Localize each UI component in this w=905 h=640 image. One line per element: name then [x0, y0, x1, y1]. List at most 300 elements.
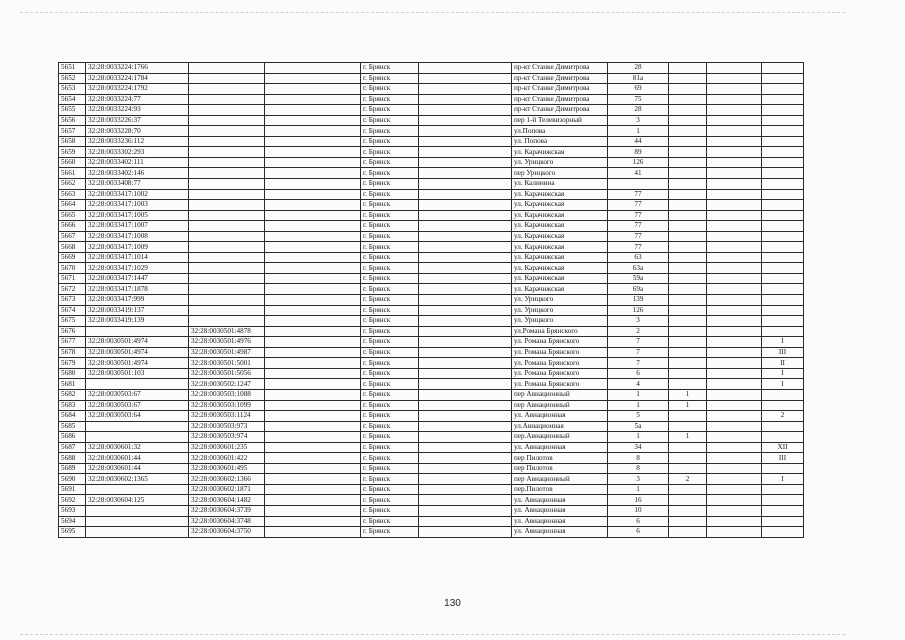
cadastral-parcel-cell: 32:28:0033417:1005 — [86, 210, 189, 221]
locality-cell — [265, 432, 361, 443]
cadastral-parcel-cell — [86, 326, 189, 337]
row-number-cell: 5659 — [59, 147, 86, 158]
cadastral-parcel-cell: 32:28:0033417:1029 — [86, 263, 189, 274]
house-number-cell: 28 — [608, 63, 669, 74]
row-number-cell: 5692 — [59, 495, 86, 506]
row-number-cell: 5652 — [59, 73, 86, 84]
class-cell: I — [762, 379, 804, 390]
district-cell — [419, 242, 512, 253]
house-number-cell: 75 — [608, 94, 669, 105]
city-cell: г. Брянск — [361, 157, 419, 168]
locality-cell — [265, 421, 361, 432]
category-cell — [707, 263, 762, 274]
building-number-cell — [669, 379, 707, 390]
cadastral-parcel-cell: 32:28:0030501:4974 — [86, 358, 189, 369]
cadastral-building-cell — [189, 126, 265, 137]
house-number-cell: 8 — [608, 453, 669, 464]
district-cell — [419, 453, 512, 464]
class-cell — [762, 527, 804, 538]
cadastral-building-cell: 32:28:0030502:1247 — [189, 379, 265, 390]
city-cell: г. Брянск — [361, 179, 419, 190]
cadastral-parcel-cell — [86, 484, 189, 495]
table-row — [59, 316, 804, 327]
district-cell — [419, 252, 512, 263]
row-number-cell: 5665 — [59, 210, 86, 221]
house-number-cell: 63 — [608, 252, 669, 263]
cadastral-parcel-cell: 32:28:0033417:1014 — [86, 252, 189, 263]
district-cell — [419, 157, 512, 168]
house-number-cell: 4 — [608, 379, 669, 390]
category-cell — [707, 347, 762, 358]
locality-cell — [265, 284, 361, 295]
row-number-cell: 5678 — [59, 347, 86, 358]
building-number-cell — [669, 442, 707, 453]
cadastral-parcel-cell: 32:28:0033302:293 — [86, 147, 189, 158]
table-row — [59, 368, 804, 379]
city-cell: г. Брянск — [361, 453, 419, 464]
class-cell — [762, 210, 804, 221]
table-row — [59, 252, 804, 263]
house-number-cell: 59а — [608, 273, 669, 284]
table-row — [59, 516, 804, 527]
locality-cell — [265, 147, 361, 158]
locality-cell — [265, 495, 361, 506]
street-cell: ул. Карачижская — [512, 284, 608, 295]
class-cell: XII — [762, 442, 804, 453]
house-number-cell: 1 — [608, 432, 669, 443]
category-cell — [707, 189, 762, 200]
building-number-cell — [669, 84, 707, 95]
locality-cell — [265, 295, 361, 306]
cadastral-parcel-cell — [86, 421, 189, 432]
cadastral-building-cell — [189, 168, 265, 179]
table-row — [59, 527, 804, 538]
cadastral-building-cell: 32:28:0030602:1366 — [189, 474, 265, 485]
house-number-cell: 77 — [608, 189, 669, 200]
row-number-cell: 5655 — [59, 105, 86, 116]
street-cell: пр-кт Станке Димитрова — [512, 105, 608, 116]
category-cell — [707, 326, 762, 337]
street-cell: ул.Романа Брянского — [512, 326, 608, 337]
cadastral-parcel-cell: 32:28:0033419:137 — [86, 305, 189, 316]
city-cell: г. Брянск — [361, 527, 419, 538]
house-number-cell: 5 — [608, 411, 669, 422]
row-number-cell: 5667 — [59, 231, 86, 242]
street-cell: ул. Попова — [512, 136, 608, 147]
street-cell: пер.Пилотов — [512, 484, 608, 495]
building-number-cell — [669, 273, 707, 284]
table-row — [59, 453, 804, 464]
table-row — [59, 147, 804, 158]
cadastral-building-cell — [189, 305, 265, 316]
city-cell: г. Брянск — [361, 326, 419, 337]
district-cell — [419, 126, 512, 137]
cadastral-parcel-cell: 32:28:0033417:1009 — [86, 242, 189, 253]
district-cell — [419, 389, 512, 400]
district-cell — [419, 326, 512, 337]
building-number-cell — [669, 495, 707, 506]
house-number-cell: 126 — [608, 305, 669, 316]
street-cell: ул. Авиационная — [512, 495, 608, 506]
city-cell: г. Брянск — [361, 210, 419, 221]
street-cell: ул.Попова — [512, 126, 608, 137]
row-number-cell: 5681 — [59, 379, 86, 390]
table-row — [59, 200, 804, 211]
city-cell: г. Брянск — [361, 94, 419, 105]
cadastral-parcel-cell: 32:28:0033417:1878 — [86, 284, 189, 295]
cadastral-parcel-cell: 32:28:0033226:37 — [86, 115, 189, 126]
house-number-cell: 8 — [608, 463, 669, 474]
table-row — [59, 221, 804, 232]
cadastral-building-cell: 32:28:0030601:495 — [189, 463, 265, 474]
house-number-cell: 7 — [608, 358, 669, 369]
house-number-cell: 69 — [608, 84, 669, 95]
street-cell: ул. Авиационная — [512, 516, 608, 527]
street-cell: ул. Карачижская — [512, 210, 608, 221]
cadastral-building-cell: 32:28:0030601:235 — [189, 442, 265, 453]
building-number-cell — [669, 252, 707, 263]
city-cell: г. Брянск — [361, 105, 419, 116]
cadastral-building-cell: 32:28:0030501:4987 — [189, 347, 265, 358]
row-number-cell: 5669 — [59, 252, 86, 263]
category-cell — [707, 295, 762, 306]
cadastral-parcel-cell: 32:28:0033224:1766 — [86, 63, 189, 74]
city-cell: г. Брянск — [361, 189, 419, 200]
category-cell — [707, 379, 762, 390]
row-number-cell: 5653 — [59, 84, 86, 95]
street-cell: пер Авиационный — [512, 474, 608, 485]
house-number-cell: 44 — [608, 136, 669, 147]
building-number-cell — [669, 63, 707, 74]
house-number-cell: 3 — [608, 115, 669, 126]
cadastral-building-cell: 32:28:0030503:973 — [189, 421, 265, 432]
district-cell — [419, 495, 512, 506]
district-cell — [419, 516, 512, 527]
row-number-cell: 5658 — [59, 136, 86, 147]
class-cell — [762, 179, 804, 190]
building-number-cell — [669, 126, 707, 137]
building-number-cell — [669, 105, 707, 116]
district-cell — [419, 73, 512, 84]
category-cell — [707, 400, 762, 411]
table-row — [59, 347, 804, 358]
locality-cell — [265, 179, 361, 190]
class-cell — [762, 94, 804, 105]
cadastral-parcel-cell: 32:28:0030503:67 — [86, 389, 189, 400]
row-number-cell: 5651 — [59, 63, 86, 74]
building-number-cell — [669, 421, 707, 432]
row-number-cell: 5686 — [59, 432, 86, 443]
cadastral-building-cell — [189, 94, 265, 105]
class-cell — [762, 63, 804, 74]
street-cell: ул. Карачижская — [512, 147, 608, 158]
class-cell — [762, 115, 804, 126]
locality-cell — [265, 326, 361, 337]
class-cell — [762, 495, 804, 506]
class-cell — [762, 516, 804, 527]
row-number-cell: 5683 — [59, 400, 86, 411]
house-number-cell: 77 — [608, 210, 669, 221]
row-number-cell: 5675 — [59, 316, 86, 327]
row-number-cell: 5672 — [59, 284, 86, 295]
class-cell — [762, 147, 804, 158]
house-number-cell: 28 — [608, 105, 669, 116]
district-cell — [419, 400, 512, 411]
district-cell — [419, 210, 512, 221]
city-cell: г. Брянск — [361, 136, 419, 147]
building-number-cell — [669, 94, 707, 105]
district-cell — [419, 411, 512, 422]
cadastral-parcel-cell: 32:28:0030501:4974 — [86, 337, 189, 348]
cadastral-building-cell — [189, 210, 265, 221]
category-cell — [707, 358, 762, 369]
street-cell: ул. Романа Брянского — [512, 337, 608, 348]
district-cell — [419, 179, 512, 190]
row-number-cell: 5677 — [59, 337, 86, 348]
row-number-cell: 5691 — [59, 484, 86, 495]
locality-cell — [265, 73, 361, 84]
cadastral-building-cell: 32:28:0030501:5056 — [189, 368, 265, 379]
street-cell: ул. Карачижская — [512, 189, 608, 200]
table-row — [59, 400, 804, 411]
cadastral-building-cell — [189, 316, 265, 327]
locality-cell — [265, 126, 361, 137]
district-cell — [419, 484, 512, 495]
locality-cell — [265, 136, 361, 147]
house-number-cell: 1 — [608, 389, 669, 400]
registry-table-body — [59, 63, 804, 538]
category-cell — [707, 442, 762, 453]
row-number-cell: 5670 — [59, 263, 86, 274]
building-number-cell — [669, 136, 707, 147]
category-cell — [707, 157, 762, 168]
cadastral-parcel-cell: 32:28:0033228:70 — [86, 126, 189, 137]
street-cell: ул. Карачижская — [512, 242, 608, 253]
building-number-cell — [669, 179, 707, 190]
locality-cell — [265, 305, 361, 316]
street-cell: пер Пилотов — [512, 463, 608, 474]
table-row — [59, 411, 804, 422]
locality-cell — [265, 316, 361, 327]
street-cell: ул. Карачижская — [512, 231, 608, 242]
locality-cell — [265, 368, 361, 379]
cadastral-parcel-cell: 32:28:0030601:44 — [86, 463, 189, 474]
category-cell — [707, 252, 762, 263]
class-cell — [762, 389, 804, 400]
class-cell — [762, 263, 804, 274]
city-cell: г. Брянск — [361, 284, 419, 295]
cadastral-parcel-cell: 32:28:0033419:139 — [86, 316, 189, 327]
row-number-cell: 5694 — [59, 516, 86, 527]
cadastral-building-cell — [189, 73, 265, 84]
cadastral-parcel-cell — [86, 505, 189, 516]
row-number-cell: 5662 — [59, 179, 86, 190]
house-number-cell: 1 — [608, 484, 669, 495]
cadastral-building-cell — [189, 147, 265, 158]
cadastral-building-cell: 32:28:0030604:1482 — [189, 495, 265, 506]
house-number-cell: 7 — [608, 337, 669, 348]
class-cell — [762, 105, 804, 116]
district-cell — [419, 505, 512, 516]
row-number-cell: 5664 — [59, 200, 86, 211]
class-cell: III — [762, 347, 804, 358]
category-cell — [707, 115, 762, 126]
locality-cell — [265, 94, 361, 105]
district-cell — [419, 284, 512, 295]
table-row — [59, 358, 804, 369]
house-number-cell: 77 — [608, 242, 669, 253]
cadastral-parcel-cell: 32:28:0033417:1003 — [86, 200, 189, 211]
building-number-cell — [669, 411, 707, 422]
row-number-cell: 5661 — [59, 168, 86, 179]
district-cell — [419, 168, 512, 179]
city-cell: г. Брянск — [361, 389, 419, 400]
category-cell — [707, 516, 762, 527]
building-number-cell — [669, 368, 707, 379]
city-cell: г. Брянск — [361, 474, 419, 485]
city-cell: г. Брянск — [361, 73, 419, 84]
street-cell: ул. Карачижская — [512, 273, 608, 284]
row-number-cell: 5663 — [59, 189, 86, 200]
cadastral-building-cell: 32:28:0030503:1099 — [189, 400, 265, 411]
city-cell: г. Брянск — [361, 242, 419, 253]
district-cell — [419, 63, 512, 74]
house-number-cell: 139 — [608, 295, 669, 306]
building-number-cell — [669, 337, 707, 348]
locality-cell — [265, 115, 361, 126]
class-cell — [762, 326, 804, 337]
city-cell: г. Брянск — [361, 463, 419, 474]
locality-cell — [265, 168, 361, 179]
row-number-cell: 5695 — [59, 527, 86, 538]
locality-cell — [265, 105, 361, 116]
table-row — [59, 94, 804, 105]
class-cell: II — [762, 358, 804, 369]
category-cell — [707, 63, 762, 74]
cadastral-parcel-cell: 32:28:0033224:1792 — [86, 84, 189, 95]
house-number-cell: 1 — [608, 400, 669, 411]
city-cell: г. Брянск — [361, 379, 419, 390]
cadastral-building-cell — [189, 179, 265, 190]
street-cell: ул. Урицкого — [512, 157, 608, 168]
building-number-cell: 1 — [669, 432, 707, 443]
house-number-cell — [608, 179, 669, 190]
locality-cell — [265, 453, 361, 464]
table-row — [59, 389, 804, 400]
cadastral-building-cell — [189, 263, 265, 274]
row-number-cell: 5673 — [59, 295, 86, 306]
building-number-cell — [669, 516, 707, 527]
category-cell — [707, 84, 762, 95]
locality-cell — [265, 189, 361, 200]
scan-artifact-line — [20, 634, 845, 635]
category-cell — [707, 210, 762, 221]
city-cell: г. Брянск — [361, 432, 419, 443]
class-cell — [762, 284, 804, 295]
building-number-cell — [669, 242, 707, 253]
category-cell — [707, 242, 762, 253]
building-number-cell — [669, 453, 707, 464]
category-cell — [707, 126, 762, 137]
category-cell — [707, 221, 762, 232]
building-number-cell — [669, 73, 707, 84]
row-number-cell: 5679 — [59, 358, 86, 369]
street-cell: ул. Карачижская — [512, 200, 608, 211]
row-number-cell: 5688 — [59, 453, 86, 464]
building-number-cell — [669, 115, 707, 126]
city-cell: г. Брянск — [361, 84, 419, 95]
building-number-cell — [669, 231, 707, 242]
row-number-cell: 5657 — [59, 126, 86, 137]
class-cell: III — [762, 453, 804, 464]
table-row — [59, 136, 804, 147]
class-cell — [762, 189, 804, 200]
building-number-cell: 1 — [669, 389, 707, 400]
cadastral-parcel-cell: 32:28:0030601:32 — [86, 442, 189, 453]
table-row — [59, 63, 804, 74]
locality-cell — [265, 263, 361, 274]
table-row — [59, 84, 804, 95]
cadastral-parcel-cell: 32:28:0033224:93 — [86, 105, 189, 116]
city-cell: г. Брянск — [361, 168, 419, 179]
cadastral-parcel-cell: 32:28:0030602:1365 — [86, 474, 189, 485]
house-number-cell: 34 — [608, 442, 669, 453]
cadastral-building-cell: 32:28:0030501:4878 — [189, 326, 265, 337]
category-cell — [707, 284, 762, 295]
district-cell — [419, 337, 512, 348]
category-cell — [707, 94, 762, 105]
cadastral-parcel-cell: 32:28:0033408:77 — [86, 179, 189, 190]
category-cell — [707, 368, 762, 379]
street-cell: ул. Романа Брянского — [512, 379, 608, 390]
cadastral-parcel-cell: 32:28:0033402:111 — [86, 157, 189, 168]
category-cell — [707, 337, 762, 348]
cadastral-parcel-cell: 32:28:0030601:44 — [86, 453, 189, 464]
city-cell: г. Брянск — [361, 368, 419, 379]
house-number-cell: 63а — [608, 263, 669, 274]
cadastral-parcel-cell: 32:28:0030501:4974 — [86, 347, 189, 358]
city-cell: г. Брянск — [361, 495, 419, 506]
street-cell: ул. Авиационная — [512, 442, 608, 453]
city-cell: г. Брянск — [361, 200, 419, 211]
cadastral-parcel-cell: 32:28:0030503:67 — [86, 400, 189, 411]
table-row — [59, 73, 804, 84]
class-cell — [762, 200, 804, 211]
cadastral-building-cell — [189, 157, 265, 168]
district-cell — [419, 432, 512, 443]
cadastral-building-cell: 32:28:0030503:1088 — [189, 389, 265, 400]
district-cell — [419, 231, 512, 242]
district-cell — [419, 221, 512, 232]
district-cell — [419, 358, 512, 369]
district-cell — [419, 105, 512, 116]
row-number-cell: 5682 — [59, 389, 86, 400]
class-cell — [762, 221, 804, 232]
city-cell: г. Брянск — [361, 516, 419, 527]
table-row — [59, 242, 804, 253]
cadastral-parcel-cell: 32:28:0033417:1002 — [86, 189, 189, 200]
row-number-cell: 5676 — [59, 326, 86, 337]
class-cell — [762, 231, 804, 242]
cadastral-building-cell: 32:28:0030604:3739 — [189, 505, 265, 516]
locality-cell — [265, 442, 361, 453]
table-row — [59, 421, 804, 432]
street-cell: ул. Урицкого — [512, 305, 608, 316]
house-number-cell: 3 — [608, 474, 669, 485]
house-number-cell: 7 — [608, 347, 669, 358]
district-cell — [419, 273, 512, 284]
building-number-cell — [669, 168, 707, 179]
